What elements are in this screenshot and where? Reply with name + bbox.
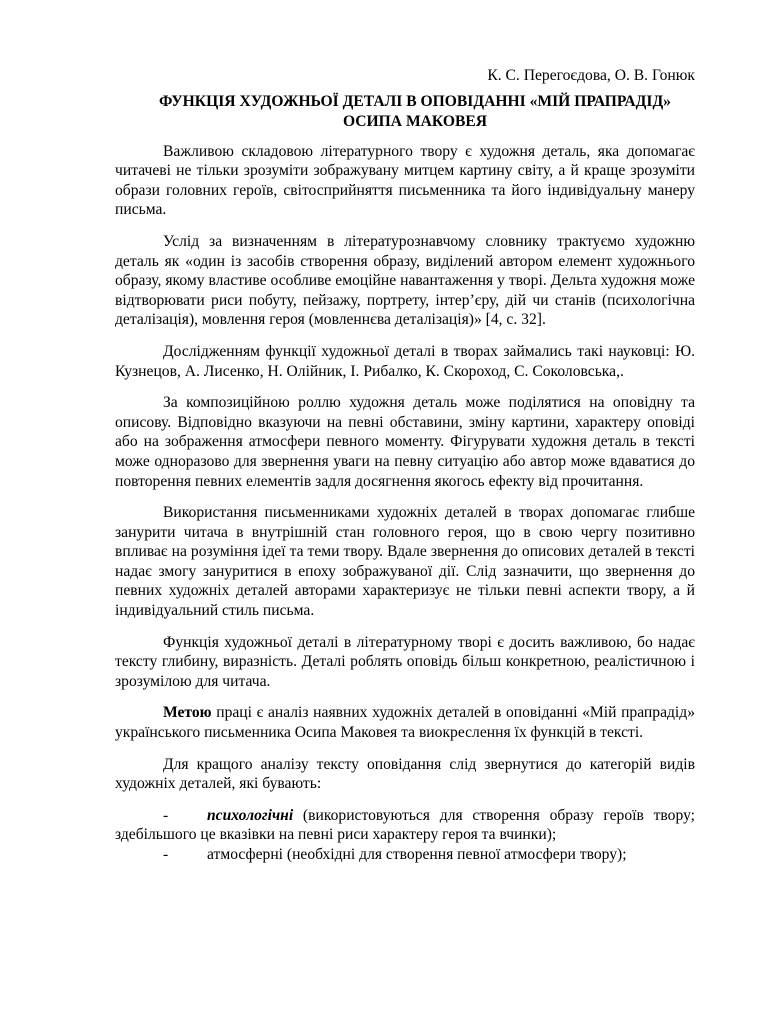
paragraph-5: Використання письменниками художніх деталей в творах допомагає глибше занурити читача в внутрішній стан головного героя, що в свою чергу позитивно впливає на розуміння ідеї та теми твору. Вдале звернення до описових деталей в тексті надає змогу зануритися в епоху зображуваної дії. Слід зазначити, що звернення до певних художніх деталей авторами характеризує не тільки певні аспекти твору, а й індивідуальний стиль письма. (115, 504, 695, 620)
list-text: атмосферні (необхідні для створення певної атмосфери твору); (207, 846, 627, 863)
authors-line: К. С. Перегоєдова, О. В. Гонюк (487, 67, 695, 84)
paragraph-3: Дослідженням функції художньої деталі в творах займались такі науковці: Ю. Кузнецов, А. Лисенко, Н. Олійник, І. Рибалко, К. Скороход, С. Соколовська,. (115, 342, 695, 380)
document-page (115, 66, 695, 865)
paragraph-6: Функція художньої деталі в літературному творі є досить важливою, бо надає тексту глибину, виразність. Деталі роблять оповідь більш конкретною, реалістичною і зрозумілою для читача. (115, 633, 695, 690)
list-term: психологічні (207, 806, 294, 824)
goal-lead: Метою (163, 704, 212, 722)
list-item (115, 806, 695, 845)
paragraph-1: Важливою складовою літературного твору є художня деталь, яка допомагає читачеві не тільки зрозуміти зображувану митцем картину світу, а й краще зрозуміти образи головних героїв, світосприйняття письменника та його індивідуальну манеру письма. (115, 142, 695, 219)
list-text: (використовуються для створення образу героїв твору; здебільшого це вказівки на певні риси характеру героя та вчинки); (115, 806, 695, 844)
paragraph-4: За композиційною роллю художня деталь може поділятися на оповідну та описову. Відповідно вказуючи на певні обставини, зміну картини, характеру оповіді або на зображення атмосфери певного моменту. Фігурувати художня деталь в тексті може одноразово для звернення уваги на певну ситуацію або автор може вдаватися до повторення певних елементів задля досягнення якогось ефекту від прочитання. (115, 394, 695, 490)
list-dash: - (163, 806, 169, 824)
goal-paragraph (115, 703, 695, 742)
list-item (115, 845, 695, 865)
list-intro-paragraph: Для кращого аналізу тексту оповідання слід звернутися до категорій видів художніх деталей, які бувають: (115, 755, 695, 793)
goal-text: праці є аналіз наявних художніх деталей в оповіданні «Мій прапрадід» українського письменника Осипа Маковея та виокреслення їх функцій в тексті. (115, 704, 695, 742)
article-title: ФУНКЦІЯ ХУДОЖНЬОЇ ДЕТАЛІ В ОПОВІДАННІ «МІЙ ПРАПРАДІД» ОСИПА МАКОВЕЯ (159, 92, 671, 130)
list-dash: - (163, 846, 169, 863)
paragraph-2: Услід за визначенням в літературознавчому словнику трактуємо художню деталь як «один із засобів створення образу, виділений автором елемент художнього образу, якому властиве особливе емоційне навантаження у творі. Дельта художня може відтворювати риси побуту, пейзажу, портрету, інтер’єру, дій чи станів (психологічна деталізація), мовлення героя (мовленнєва деталізація)» [4, с. 32]. (115, 232, 695, 329)
